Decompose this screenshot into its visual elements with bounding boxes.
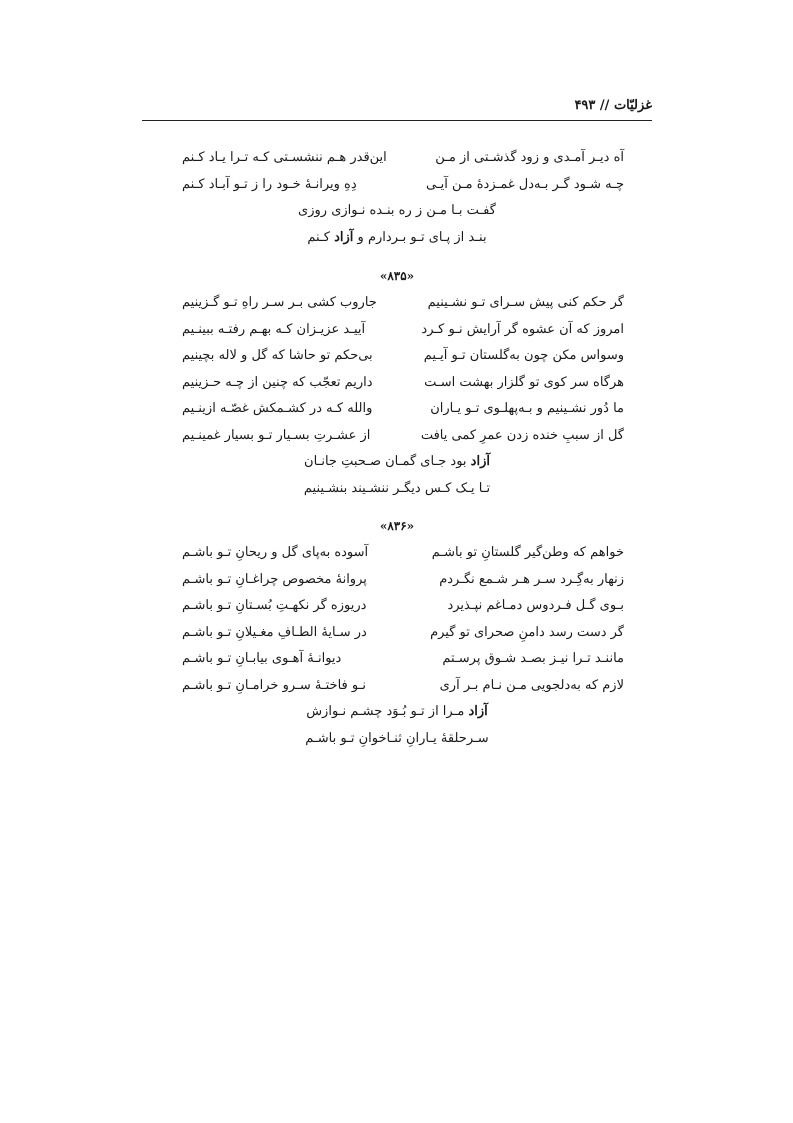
couplet [142,370,652,397]
hemistich-first: وسواس مکن چون به‌گلستان تـو آیـیم [423,348,624,363]
poem-block-835 [142,262,652,502]
poem-block-1 [142,145,652,251]
hemistich-first: گر دست رسد دامنِ صحرای تو گیرم [430,624,624,640]
couplet [142,396,652,423]
couplet [142,145,652,172]
couplet [142,423,652,450]
hemistich-second: پروانهٔ مخصوص چراغـانِ تـو باشـم [182,571,367,587]
couplet [142,290,652,317]
hemistich-second: دِهِ ویرانـهٔ خـود را ز تـو آبـاد کـنم [182,176,357,192]
poem-block-836 [142,512,652,752]
hemistich-second: نـو فاختـهٔ سـرو خرامـانِ تـو باشـم [182,677,367,693]
couplet [142,646,652,673]
hemistich-first: ما دُور نشـینیم و بـه‌پهلـوی تـو یـاران [430,401,624,416]
final-couplet-line: آزاد بود جـای گمـان صـحبتِ جانـان [304,454,490,469]
header-rule [142,120,652,121]
hemistich-second: بی‌حکم تو حاشا که گل و لاله بچینیم [182,348,373,363]
hemistich-second: والله کـه در کشـمکش غصّـه ازینـیم [182,401,373,416]
poet-name: آزاد [470,454,490,469]
poem-number: «۸۳۶» [379,519,415,533]
hemistich-first: بـوی گـل فـردوس دمـاغم نپـذیرد [447,598,624,613]
final-couplet-line: سـرحلقهٔ یـارانِ ثنـاخوانِ تـو باشـم [305,730,489,746]
couplet [142,172,652,199]
hemistich-second: آسوده به‌پای گل و ریحانِ تـو باشـم [182,545,369,560]
header-title: غزلیّات // ۴۹۳ [574,98,652,113]
hemistich-second: از عشـرتِ بسـیار تـو بسیار غمینـیم [182,427,371,443]
couplet [142,593,652,620]
hemistich-first: خواهم که وطن‌گیر گلستانِ تو باشـم [431,545,624,560]
couplet [142,317,652,344]
hemistich-first: امروز که آن عشوه گر آرایش نـو کـرد [421,321,624,337]
hemistich-first: لازم که به‌دلجویی مـن نـام بـر آری [439,677,624,693]
hemistich-first: گل از سببِ خنده زدن عمرِ کمی یافت [420,427,624,443]
hemistich-second: این‌قدر هـم ننشسـتی کـه تـرا یـاد کـنم [182,150,387,165]
couplet [142,567,652,594]
final-couplet-line: گفـت بـا مـن ز ره بنـده نـوازی روزی [298,203,496,218]
poet-name: آزاد [468,704,488,719]
hemistich-first: ماننـد تـرا نیـز بصـد شـوق پرسـتم [442,651,624,666]
couplet [142,673,652,700]
hemistich-first: هرگاه سر کوی تو گلزار بهشت اسـت [424,374,624,390]
hemistich-second: آییـد عزیـزان کـه بهـم رفتـه ببینـیم [182,321,366,337]
hemistich-first: زنهار به‌گِـرد سـر هـر شـمع نگـردم [439,571,624,587]
couplet [142,620,652,647]
hemistich-second: دیوانـهٔ آهـوی بیابـانِ تـو باشـم [182,651,342,666]
hemistich-second: جاروب کشی بـر سـر راهِ تـو گـزینیم [182,295,377,310]
hemistich-second: دریوزه گر نکهـتِ بُسـتانِ تـو باشـم [182,598,367,613]
poet-name: آزاد [334,229,354,245]
hemistich-first: آه دیـر آمـدی و زود گذشـتی از مـن [435,150,624,165]
running-header [142,96,652,120]
final-couplet-line: بنـد از پـای تـو بـردارم و آزاد کـنم [307,229,487,245]
hemistich-second: در سـایهٔ الطـافِ مغـیلانِ تـو باشـم [182,624,367,640]
hemistich-second: داریم تعجّب که چنین از چـه حـزینیم [182,374,373,390]
couplet [142,343,652,370]
final-couplet-line: آزاد مـرا از تـو بُـوَد چشـم نـوازش [306,704,488,719]
couplet [142,540,652,567]
final-couplet-line: تـا یـک کـس دیگـر ننشـیند بنشـینیم [303,480,491,496]
poem-number: «۸۳۵» [379,269,415,283]
hemistich-first: گر حکم کنی پیش سـرای تـو نشـینیم [427,295,624,310]
hemistich-first: چـه شـود گـر بـه‌دل غمـزدهٔ مـن آیـی [425,176,624,192]
